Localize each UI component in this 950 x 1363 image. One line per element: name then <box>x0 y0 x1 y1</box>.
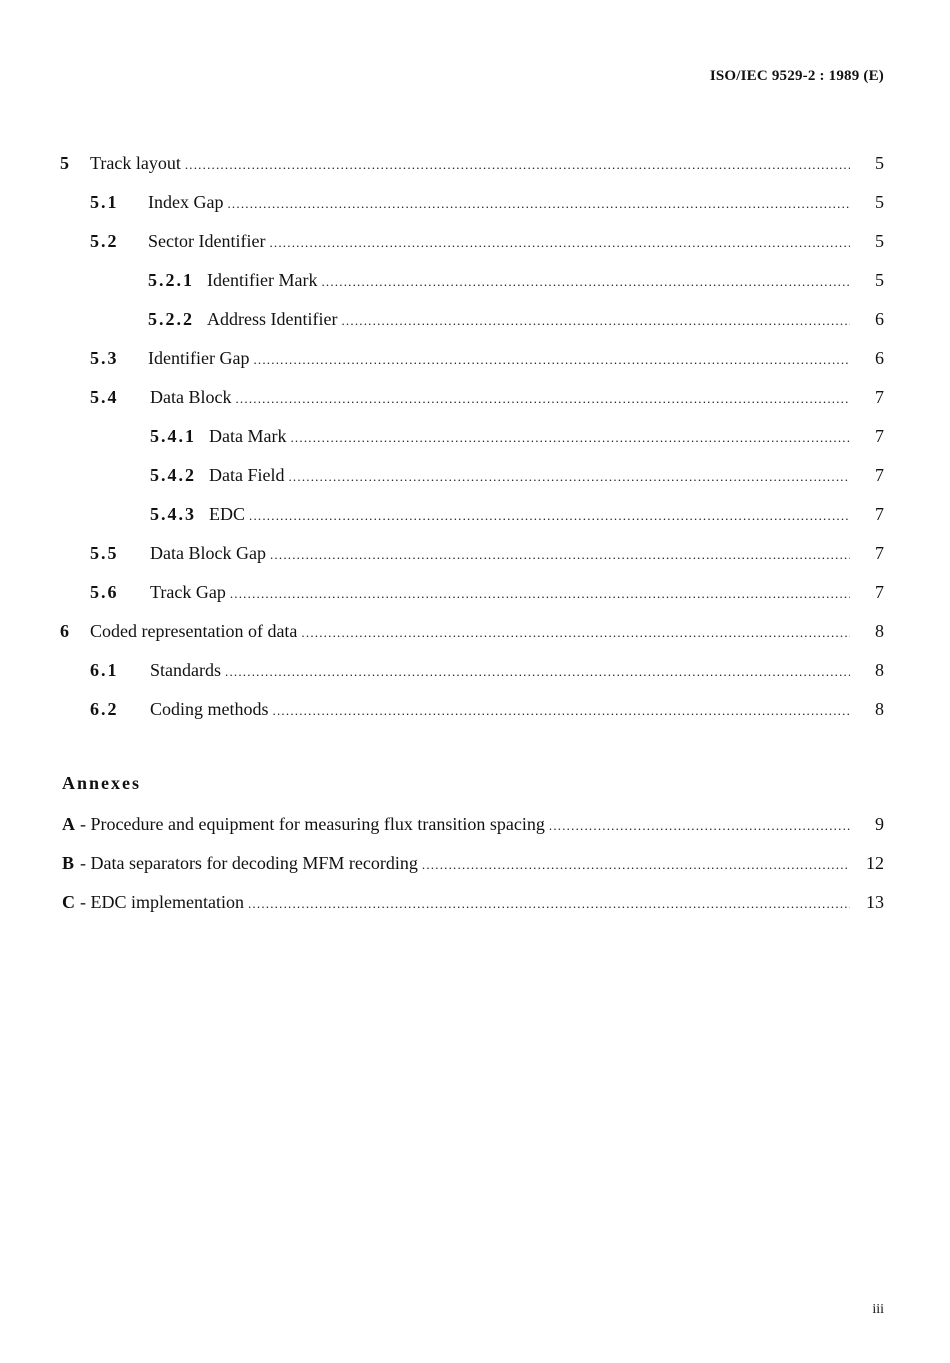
dot-leader <box>270 543 850 567</box>
toc-entry <box>150 580 850 606</box>
toc-row-6[interactable] <box>0 619 950 643</box>
toc-row-5-4[interactable] <box>0 385 950 409</box>
annex-letter: C <box>62 892 75 912</box>
toc-entry <box>90 151 850 177</box>
toc-entry <box>148 346 850 372</box>
dot-leader <box>235 387 850 411</box>
toc-row-5-4-2[interactable] <box>0 463 950 487</box>
toc-entry <box>150 541 850 567</box>
toc-page: 6 <box>875 309 884 329</box>
toc-row-5-6[interactable] <box>0 580 950 604</box>
page-number-footer: iii <box>872 1302 884 1317</box>
toc-row-5-4-3[interactable] <box>0 502 950 526</box>
toc-page: 5 <box>875 231 884 251</box>
toc-title: Data Block <box>150 387 232 407</box>
toc-title: Sector Identifier <box>148 231 266 251</box>
toc-number: 5.4.3 <box>150 504 196 524</box>
toc-title: Data Block Gap <box>150 543 266 563</box>
annex-letter: A <box>62 814 75 834</box>
toc-row-5-2[interactable] <box>0 229 950 253</box>
toc-title: Standards <box>150 660 221 680</box>
toc-page: 6 <box>875 348 884 368</box>
toc-row-5-1[interactable] <box>0 190 950 214</box>
toc-number: 5.5 <box>90 543 119 563</box>
toc-title: Track layout <box>90 153 181 173</box>
toc-page: 5 <box>875 270 884 290</box>
annex-title: - EDC implementation <box>80 892 244 912</box>
dot-leader <box>301 621 850 645</box>
toc-number: 6.1 <box>90 660 119 680</box>
annexes-heading: Annexes <box>62 773 142 793</box>
toc-title: Identifier Gap <box>148 348 250 368</box>
toc-number: 5.2.2 <box>148 309 194 329</box>
toc-number: 5.4.1 <box>150 426 196 446</box>
annex-row-b[interactable] <box>0 851 950 875</box>
dot-leader <box>185 153 850 177</box>
toc-entry <box>150 385 850 411</box>
toc-number: 6.2 <box>90 699 119 719</box>
dot-leader <box>253 348 850 372</box>
dot-leader <box>227 192 850 216</box>
toc-number: 5.4.2 <box>150 465 196 485</box>
dot-leader <box>249 504 850 528</box>
toc-title: Coding methods <box>150 699 269 719</box>
annex-title: - Procedure and equipment for measuring flux transition spacing <box>80 814 545 834</box>
toc-page: 7 <box>875 543 884 563</box>
toc-page: 7 <box>875 582 884 602</box>
annex-page: 12 <box>866 853 884 873</box>
toc-row-5-2-1[interactable] <box>0 268 950 292</box>
toc-title: Index Gap <box>148 192 224 212</box>
toc-page: 7 <box>875 426 884 446</box>
toc-row-6-2[interactable] <box>0 697 950 721</box>
annex-entry <box>80 812 850 838</box>
annex-letter: B <box>62 853 75 873</box>
annex-entry <box>80 890 850 916</box>
toc-page: 7 <box>875 465 884 485</box>
annex-row-a[interactable] <box>0 812 950 836</box>
toc-number: 5.1 <box>90 192 119 212</box>
dot-leader <box>230 582 850 606</box>
toc-row-5-3[interactable] <box>0 346 950 370</box>
toc-entry <box>148 190 850 216</box>
dot-leader <box>321 270 850 294</box>
toc-entry <box>209 463 850 489</box>
dot-leader <box>225 660 850 684</box>
toc-row-5-2-2[interactable] <box>0 307 950 331</box>
dot-leader <box>248 892 850 916</box>
toc-number: 5.2.1 <box>148 270 194 290</box>
toc-title: Address Identifier <box>207 309 338 329</box>
dot-leader <box>273 699 850 723</box>
document-id-header: ISO/IEC 9529-2 : 1989 (E) <box>709 68 884 84</box>
toc-number: 5.3 <box>90 348 119 368</box>
toc-number: 6 <box>60 621 71 641</box>
dot-leader <box>549 814 850 838</box>
toc-page: 5 <box>875 192 884 212</box>
annex-page: 9 <box>875 814 884 834</box>
toc-entry <box>90 619 850 645</box>
toc-entry <box>150 697 850 723</box>
toc-title: Identifier Mark <box>207 270 318 290</box>
toc-page: 8 <box>875 660 884 680</box>
toc-page: 7 <box>875 387 884 407</box>
toc-entry <box>148 229 850 255</box>
toc-row-5-4-1[interactable] <box>0 424 950 448</box>
toc-page: 7 <box>875 504 884 524</box>
toc-number: 5.2 <box>90 231 119 251</box>
toc-entry <box>209 502 850 528</box>
toc-number: 5.6 <box>90 582 119 602</box>
toc-entry <box>150 658 850 684</box>
dot-leader <box>341 309 850 333</box>
toc-title: Data Mark <box>209 426 287 446</box>
toc-entry <box>207 307 850 333</box>
annex-page: 13 <box>866 892 884 912</box>
toc-page: 8 <box>875 621 884 641</box>
dot-leader <box>269 231 850 255</box>
toc-entry <box>209 424 850 450</box>
annex-row-c[interactable] <box>0 890 950 914</box>
annex-entry <box>80 851 850 877</box>
toc-title: Track Gap <box>150 582 226 602</box>
toc-entry <box>207 268 850 294</box>
toc-row-5-5[interactable] <box>0 541 950 565</box>
annex-title: - Data separators for decoding MFM recording <box>80 853 418 873</box>
dot-leader <box>422 853 850 877</box>
dot-leader <box>290 426 850 450</box>
toc-number: 5 <box>60 153 71 173</box>
dot-leader <box>288 465 850 489</box>
toc-page: 5 <box>875 153 884 173</box>
toc-row-5[interactable] <box>0 151 950 175</box>
toc-title: EDC <box>209 504 245 524</box>
toc-page: 8 <box>875 699 884 719</box>
toc-title: Coded representation of data <box>90 621 298 641</box>
toc-title: Data Field <box>209 465 285 485</box>
toc-row-6-1[interactable] <box>0 658 950 682</box>
toc-number: 5.4 <box>90 387 119 407</box>
